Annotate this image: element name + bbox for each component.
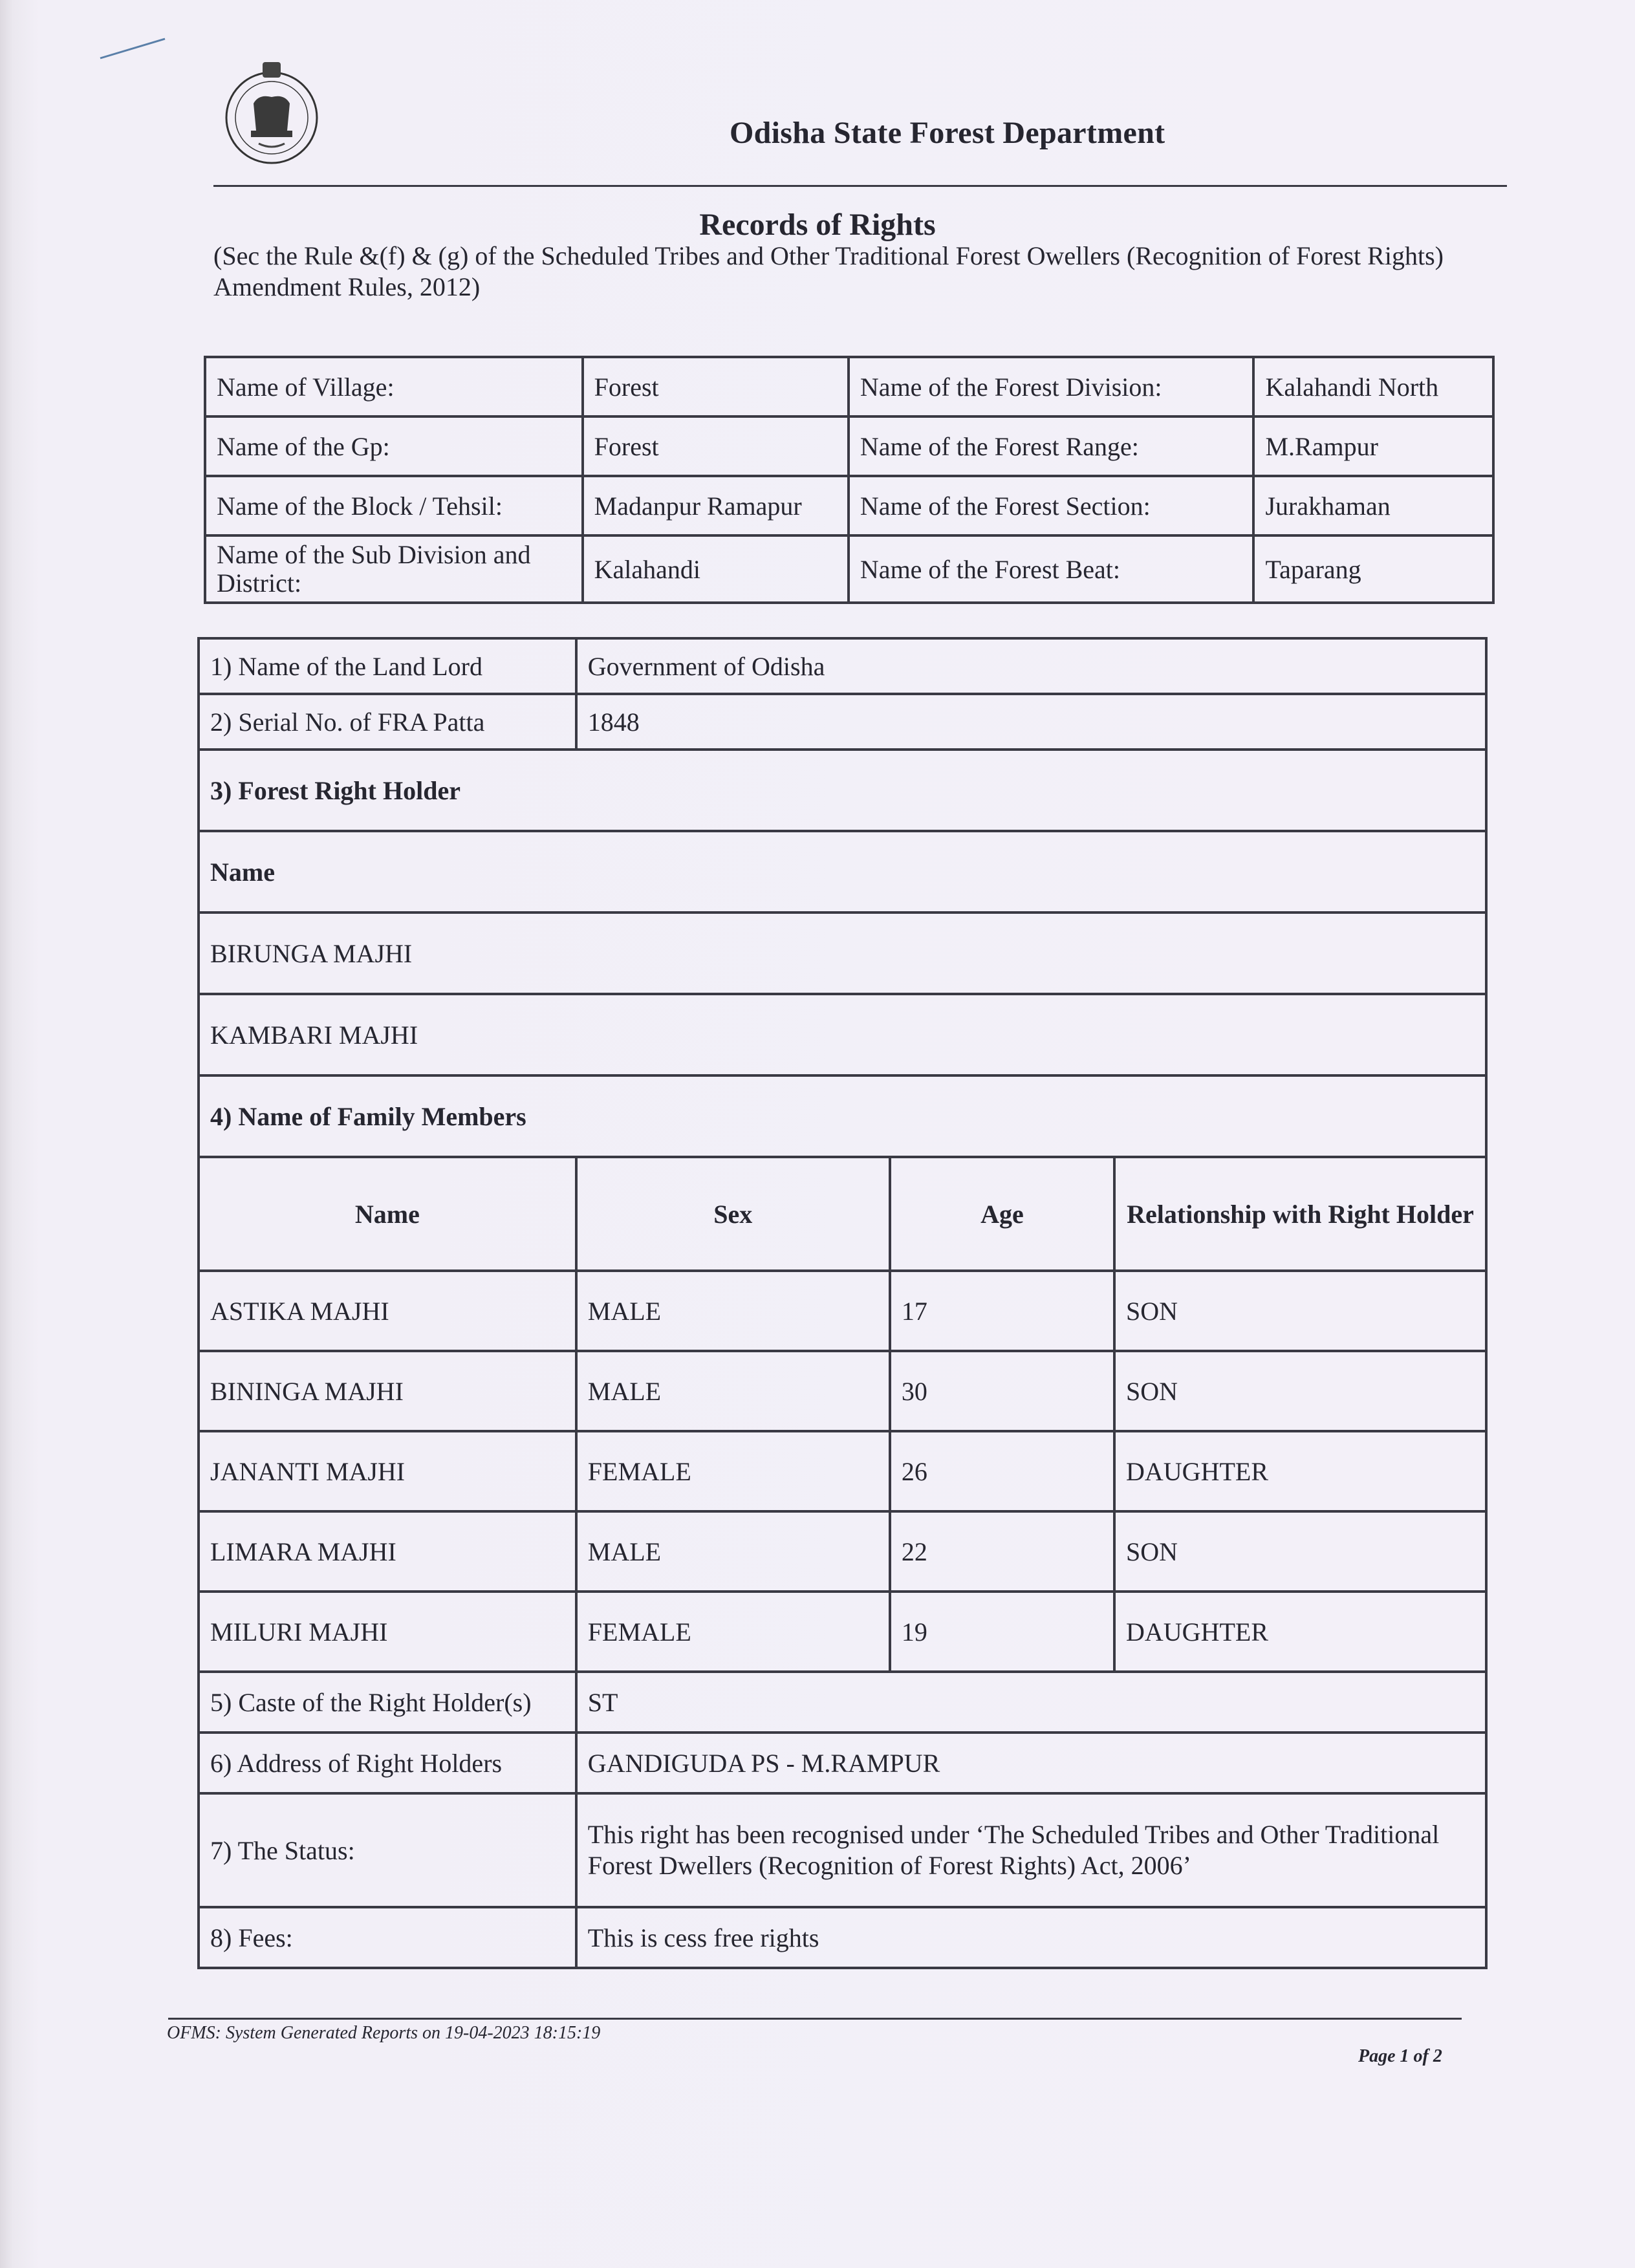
column-header-age: Age [890,1157,1114,1271]
table-row [199,1271,1486,1351]
document-title: Records of Rights [699,208,936,242]
forest-right-holder-heading: 3) Forest Right Holder [199,750,1486,831]
land-lord-label: 1) Name of the Land Lord [199,638,576,694]
member-relation: SON [1114,1511,1486,1592]
gp-label: Name of the Gp: [205,416,583,476]
family-members-heading: 4) Name of Family Members [199,1075,1486,1157]
block-tehsil-value: Madanpur Ramapur [583,476,849,535]
serial-label: 2) Serial No. of FRA Patta [199,694,576,750]
header-divider [213,185,1507,187]
member-age: 19 [890,1592,1114,1672]
forest-division-value: Kalahandi North [1253,357,1493,416]
page-number: Page 1 of 2 [1358,2046,1442,2066]
table-row [199,1907,1486,1968]
table-row [199,1351,1486,1431]
table-row [199,1672,1486,1733]
village-label: Name of Village: [205,357,583,416]
footer-divider [168,2018,1462,2020]
table-row [199,1793,1486,1907]
table-row [199,913,1486,994]
record-table [197,637,1488,1969]
address-value: GANDIGUDA PS - M.RAMPUR [576,1733,1486,1793]
member-name: LIMARA MAJHI [199,1511,576,1592]
forest-beat-label: Name of the Forest Beat: [849,535,1254,603]
gp-value: Forest [583,416,849,476]
member-relation: DAUGHTER [1114,1592,1486,1672]
member-name: BININGA MAJHI [199,1351,576,1431]
member-sex: MALE [576,1351,890,1431]
location-table [204,356,1495,604]
forest-range-label: Name of the Forest Range: [849,416,1254,476]
status-value [576,1793,1486,1907]
status-line: This right has been recognised under ‘The Scheduled Tribes and Other Traditional [587,1820,1440,1849]
caste-value: ST [576,1672,1486,1733]
table-row [199,638,1486,694]
column-header-sex: Sex [576,1157,890,1271]
table-row [199,994,1486,1075]
member-age: 30 [890,1351,1114,1431]
table-row [205,416,1493,476]
table-row [199,831,1486,913]
table-row [205,357,1493,416]
status-line: Forest Dwellers (Recognition of Forest Rights) Act, 2006’ [587,1851,1191,1880]
member-sex: MALE [576,1271,890,1351]
caste-label: 5) Caste of the Right Holder(s) [199,1672,576,1733]
member-age: 22 [890,1511,1114,1592]
member-sex: MALE [576,1511,890,1592]
sub-division-value: Kalahandi [583,535,849,603]
generated-timestamp: OFMS: System Generated Reports on 19-04-2023 18:15:19 [167,2023,601,2043]
family-header-row [199,1157,1486,1271]
land-lord-value: Government of Odisha [576,638,1486,694]
village-value: Forest [583,357,849,416]
holder-name: KAMBARI MAJHI [199,994,1486,1075]
holder-name: BIRUNGA MAJHI [199,913,1486,994]
table-row [205,535,1493,603]
forest-beat-value: Taparang [1253,535,1493,603]
department-title: Odisha State Forest Department [730,116,1165,150]
member-age: 26 [890,1431,1114,1511]
table-row [199,694,1486,750]
member-name: JANANTI MAJHI [199,1431,576,1511]
column-header-name: Name [199,1157,576,1271]
member-relation: SON [1114,1351,1486,1431]
member-sex: FEMALE [576,1592,890,1672]
fees-label: 8) Fees: [199,1907,576,1968]
table-row [199,1592,1486,1672]
fees-value: This is cess free rights [576,1907,1486,1968]
forest-section-label: Name of the Forest Section: [849,476,1254,535]
table-row [199,1511,1486,1592]
forest-range-value: M.Rampur [1253,416,1493,476]
odisha-emblem-icon [220,58,323,168]
status-label: 7) The Status: [199,1793,576,1907]
holder-name-heading: Name [199,831,1486,913]
forest-section-value: Jurakhaman [1253,476,1493,535]
pen-stroke-mark [97,36,168,61]
table-row [199,1431,1486,1511]
member-name: ASTIKA MAJHI [199,1271,576,1351]
table-row [199,1075,1486,1157]
table-row [199,750,1486,831]
member-sex: FEMALE [576,1431,890,1511]
member-relation: DAUGHTER [1114,1431,1486,1511]
serial-value: 1848 [576,694,1486,750]
column-header-relationship: Relationship with Right Holder [1114,1157,1486,1271]
table-row [205,476,1493,535]
table-row [199,1733,1486,1793]
member-name: MILURI MAJHI [199,1592,576,1672]
member-age: 17 [890,1271,1114,1351]
forest-division-label: Name of the Forest Division: [849,357,1254,416]
block-tehsil-label: Name of the Block / Tehsil: [205,476,583,535]
address-label: 6) Address of Right Holders [199,1733,576,1793]
sub-division-label: Name of the Sub Division and District: [205,535,583,603]
rule-reference: (Sec the Rule &(f) & (g) of the Scheduled Tribes and Other Traditional Forest Owellers (Recognition of Forest Rights) Amendment Rules, 2012) [213,241,1444,301]
member-relation: SON [1114,1271,1486,1351]
